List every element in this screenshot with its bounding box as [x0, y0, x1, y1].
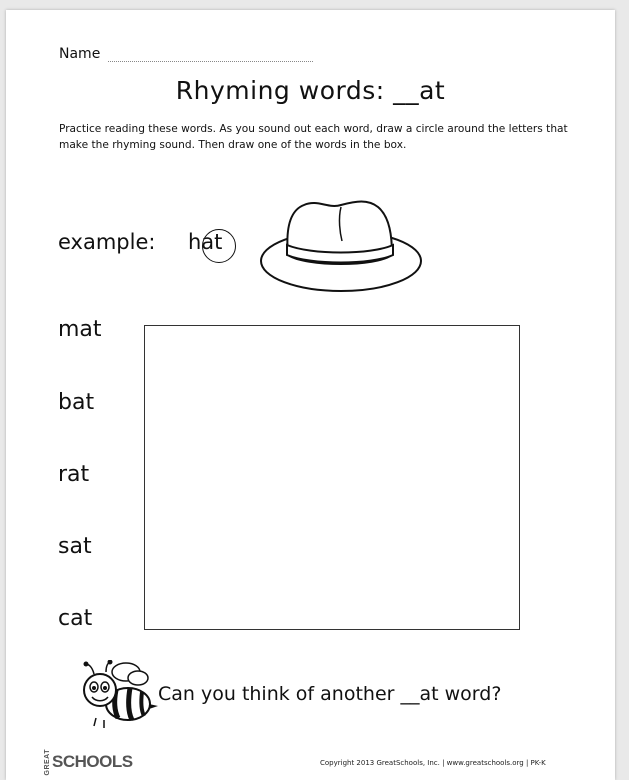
- word-rat: rat: [58, 462, 90, 487]
- word-cat: cat: [58, 606, 93, 631]
- bee-illustration: [80, 660, 160, 730]
- logo-schools-text: SCHOOLS: [52, 752, 133, 772]
- copyright-text: Copyright 2013 GreatSchools, Inc. | www.greatschools.org | PK-K: [320, 759, 546, 767]
- worksheet-page: [6, 10, 615, 780]
- name-write-line: [108, 49, 313, 62]
- example-word: hat: [188, 230, 223, 254]
- hat-illustration: [256, 193, 426, 303]
- word-mat: mat: [58, 317, 102, 342]
- drawing-box[interactable]: [144, 325, 520, 630]
- name-row: [59, 46, 313, 62]
- page-title: Rhyming words: __at: [175, 76, 446, 105]
- word-bat: bat: [58, 390, 95, 415]
- word-sat: sat: [58, 534, 92, 559]
- name-label: Name: [59, 46, 101, 62]
- logo-great-text: GREAT: [44, 749, 51, 776]
- question-text: Can you think of another __at word?: [158, 683, 502, 705]
- example-circle-mark: [202, 229, 236, 263]
- instructions-text: Practice reading these words. As you sound out each word, draw a circle around the letters that make the rhyming sound. Then draw one of the words in the box.: [59, 123, 568, 151]
- example-label: example:: [58, 230, 156, 254]
